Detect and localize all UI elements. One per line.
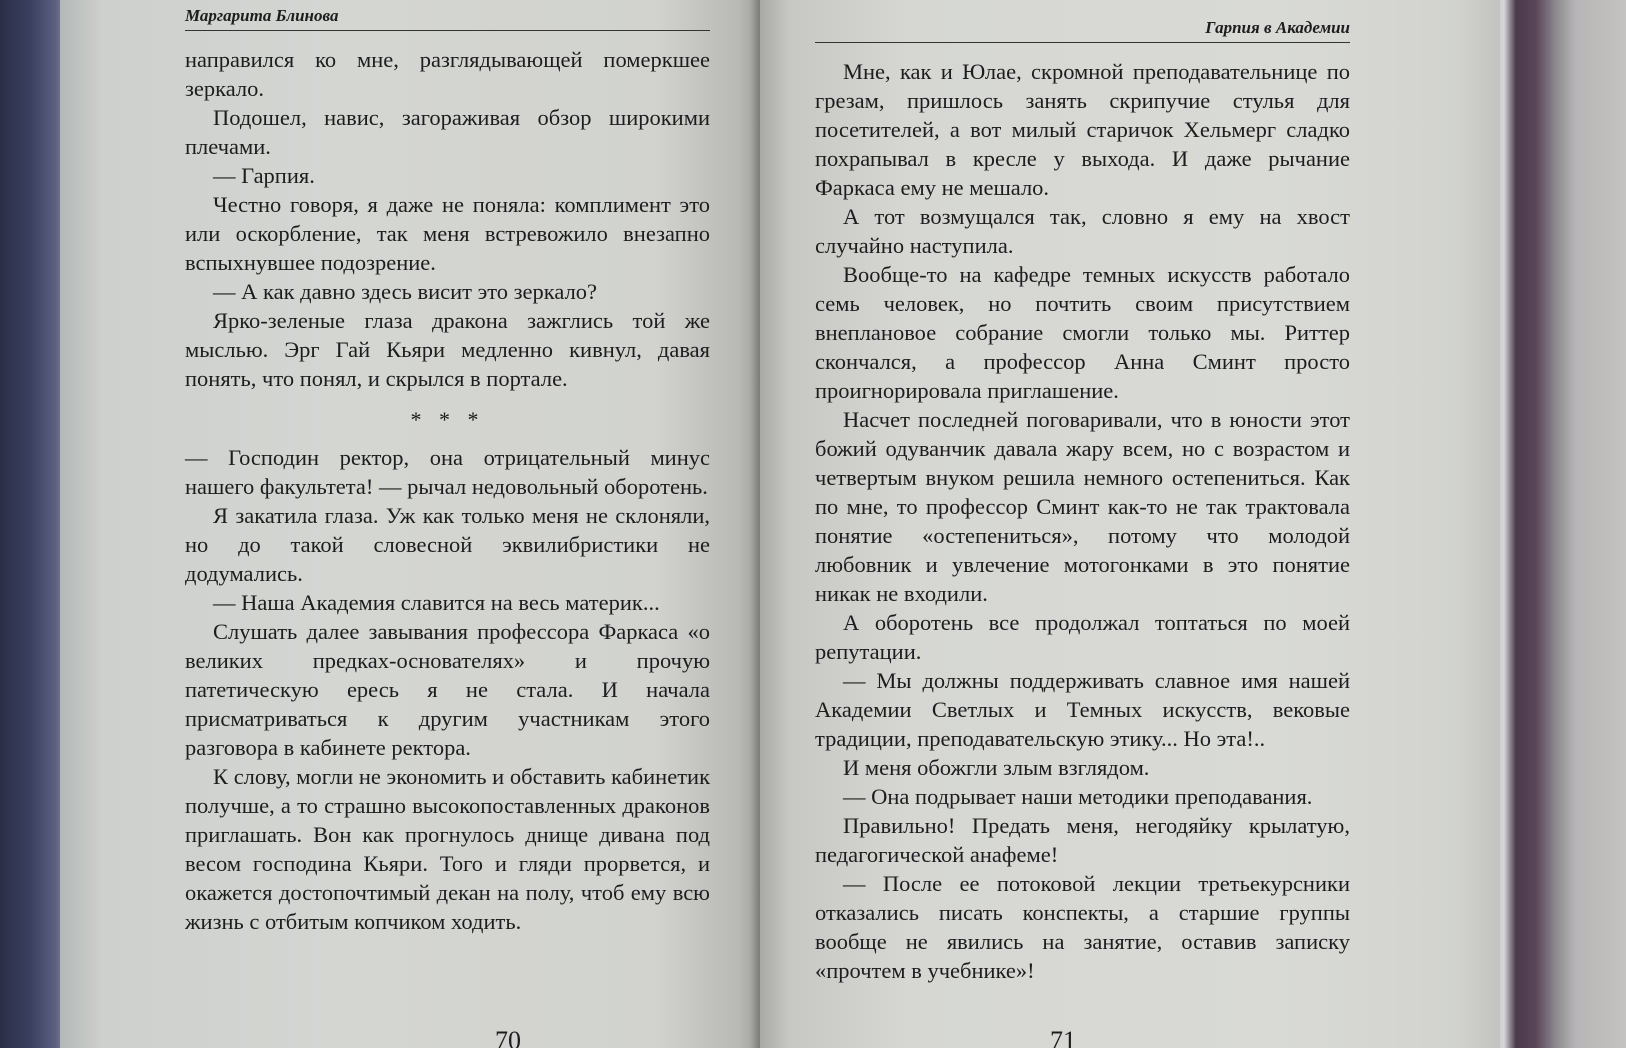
paragraph: — Мы должны поддерживать славное имя нашей Академии Светлых и Темных искусств, вековые традиции, преподавательскую этику... Но эта!.. [815, 668, 1350, 751]
running-head-title: Гарпия в Академии [815, 18, 1350, 43]
paragraph: А оборотень все продолжал топтаться по моей репутации. [815, 610, 1350, 664]
paragraph: И меня обожгли злым взглядом. [843, 755, 1150, 780]
paragraph: — После ее потоковой лекции третьекурсники отказались писать конспекты, а старшие группы вообще не явились на занятие, оставив записку «прочтем в учебнике»! [815, 871, 1350, 983]
paragraph: Подошел, навис, загораживая обзор широкими плечами. [185, 105, 710, 159]
paragraph: Мне, как и Юлае, скромной преподавательнице по грезам, пришлось занять скрипучие стулья для посетителей, а вот милый старичок Хельмерг сладко похрапывал в кресле у выхода. И даже рычание Фаркаса ему не мешало. [815, 59, 1350, 200]
paragraph: — Господин ректор, она отрицательный минус нашего факультета! — рычал недовольный оборотень. [185, 445, 710, 499]
page-number-right: 71 [1050, 1026, 1076, 1048]
paragraph: Ярко-зеленые глаза дракона зажглись той же мыслью. Эрг Гай Кьяри медленно кивнул, давая понять, что понял, и скрылся в портале. [185, 308, 710, 391]
paragraph: А тот возмущался так, словно я ему на хвост случайно наступила. [815, 204, 1350, 258]
section-break: * * * [410, 407, 485, 432]
left-text-block-2 [185, 443, 710, 936]
right-text-block [815, 57, 1350, 985]
paragraph: — Она подрывает наши методики преподавания. [843, 784, 1313, 809]
page-number-left: 70 [495, 1026, 521, 1048]
right-page [760, 0, 1500, 1048]
paragraph: Я закатила глаза. Уж как только меня не склоняли, но до такой словесной эквилибристики не додумались. [185, 503, 710, 586]
paragraph: К слову, могли не экономить и обставить кабинетик получше, а то страшно высокопоставленных драконов приглашать. Вон как прогнулось днище дивана под весом господина Кьяри. Того и гляди прорвется, и окажется достопочтимый декан на полу, чтоб ему всю жизнь с отбитым копчиком ходить. [185, 764, 710, 934]
paragraph: Правильно! Предать меня, негодяйку крылатую, педагогической анафеме! [815, 813, 1350, 867]
paragraph: Честно говоря, я даже не поняла: комплимент это или оскорбление, так меня встревожило внезапно вспыхнувшее подозрение. [185, 192, 710, 275]
paragraph: — Наша Академия славится на весь материк... [213, 590, 660, 615]
running-head-author: Маргарита Блинова [185, 6, 710, 31]
left-text-block-1 [185, 45, 710, 393]
paragraph: Вообще-то на кафедре темных искусств работало семь человек, но почтить своим присутствием внеплановое собрание смогли только мы. Риттер скончался, а профессор Анна Сминт просто проигнорировала приглашение. [815, 262, 1350, 403]
left-page [60, 0, 760, 1048]
book-cover-edge [1496, 0, 1626, 1048]
paragraph: Слушать далее завывания профессора Фаркаса «о великих предках-основателях» и прочую патетическую ересь я не стала. И начала присматриваться к другим участникам этого разговора в кабинете ректора. [185, 619, 710, 760]
paragraph: — Гарпия. [213, 163, 315, 188]
paragraph: — А как давно здесь висит это зеркало? [213, 279, 598, 304]
paragraph: направился ко мне, разглядывающей померкшее зеркало. [185, 47, 710, 101]
paragraph: Насчет последней поговаривали, что в юности этот божий одуванчик давала жару всем, но с возрастом и четвертым внуком решила немного остепениться. Как по мне, то профессор Сминт как-то не так трактовала понятие «остепениться», потому что молодой любовник и увлечение мотогонками в это понятие никак не входили. [815, 407, 1350, 606]
